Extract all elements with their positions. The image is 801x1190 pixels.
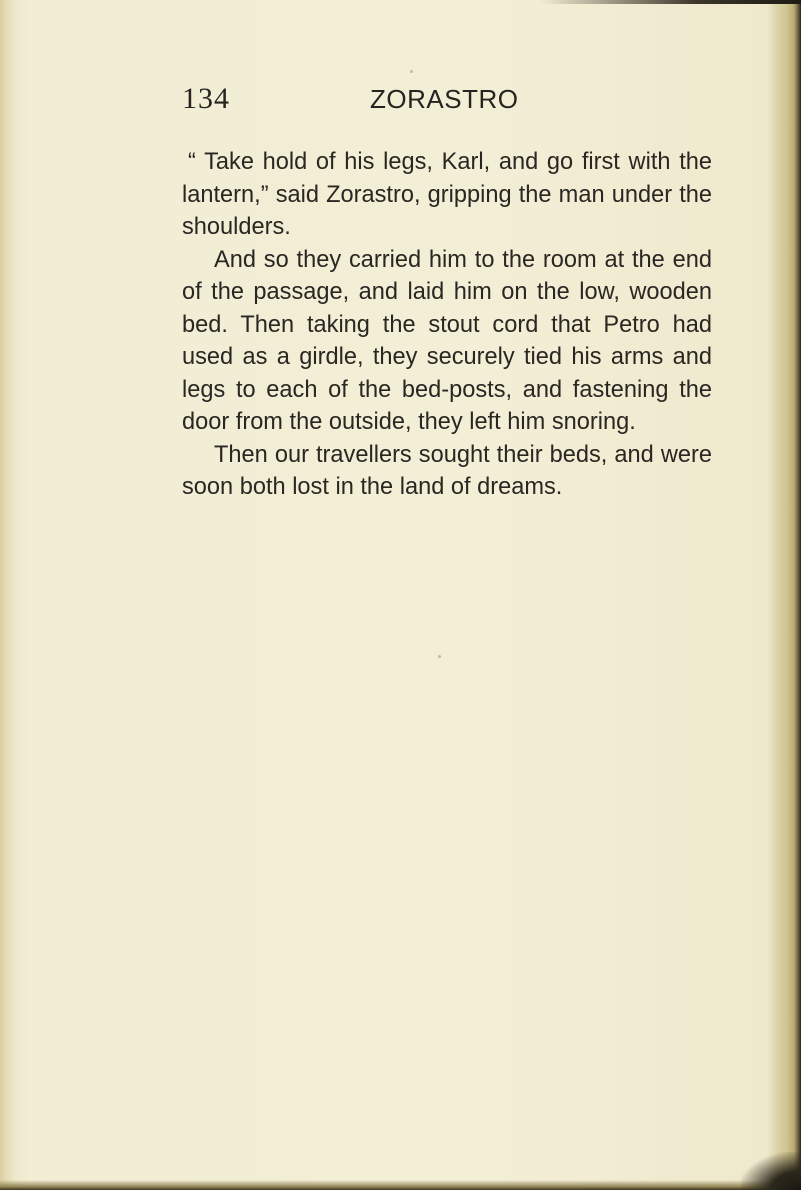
page-right-edge bbox=[767, 0, 801, 1190]
body-text bbox=[182, 146, 712, 504]
page-number: 134 bbox=[182, 82, 230, 115]
paragraph-1: “ Take hold of his legs, Karl, and go first with the lantern,” said Zorastro, gripping the man under the shoulders. bbox=[182, 149, 712, 240]
page-top-edge bbox=[540, 0, 801, 4]
paragraph-2: And so they carried him to the room at the end of the passage, and laid him on the low, wooden bed. Then taking the stout cord that Petro had used as a girdle, they securely tied his arms and legs to each of the bed-posts, and fastening the door from the outside, they left him snoring. bbox=[182, 246, 712, 435]
paper-speck bbox=[438, 655, 441, 658]
page-left-edge bbox=[0, 0, 14, 1190]
page-bottom-edge bbox=[0, 1180, 801, 1190]
paragraph-3: Then our travellers sought their beds, and were soon both lost in the land of dreams. bbox=[182, 441, 712, 500]
page-corner-shadow bbox=[741, 1152, 801, 1190]
paper-speck bbox=[410, 70, 413, 73]
running-title: ZORASTRO bbox=[370, 84, 519, 114]
running-header bbox=[182, 82, 702, 122]
